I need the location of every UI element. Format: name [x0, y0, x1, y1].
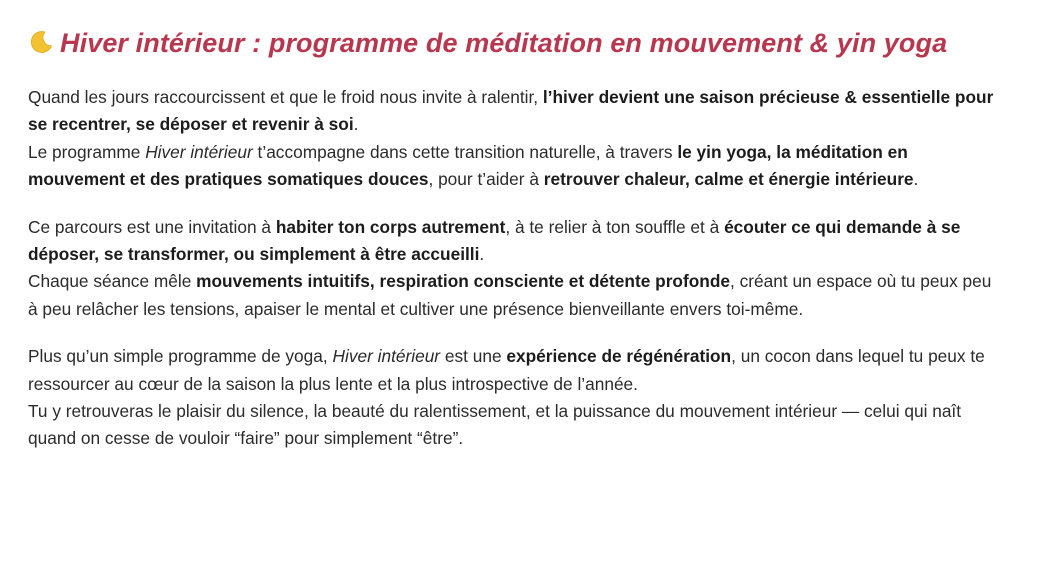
italic-text: Hiver intérieur: [145, 141, 253, 162]
text-segment: est une: [440, 346, 507, 367]
text-segment: , pour t’aider à: [428, 169, 544, 190]
text-segment: Tu y retrouveras le plaisir du silence, la beauté du ralentissement, et la puissance du mouvement intérieur — celui qui naît quand on cesse de vouloir “faire” pour simplement “être”.: [28, 401, 962, 449]
paragraph: [28, 214, 996, 324]
crescent-moon-icon: [28, 27, 54, 53]
text-segment: Plus qu’un simple programme de yoga,: [28, 346, 333, 367]
text-segment: , un cocon dans lequel tu peux te ressourcer au cœur de la saison la plus lente et la plus introspective de l’année.: [28, 346, 985, 394]
bold-text: retrouver chaleur, calme et énergie intérieure: [543, 169, 914, 190]
page-title-text: Hiver intérieur : programme de méditation en mouvement & yin yoga: [60, 28, 948, 58]
page-title: [28, 24, 996, 62]
paragraph: [28, 343, 996, 453]
italic-text: Hiver intérieur: [332, 346, 441, 367]
body-text: [28, 84, 996, 453]
bold-text: expérience de régénération: [506, 346, 732, 367]
text-segment: , créant un espace où tu peux peu à peu relâcher les tensions, apaiser le mental et cultiver une présence bienveillante envers toi-même.: [28, 271, 992, 319]
bold-text: habiter ton corps autrement: [275, 216, 506, 237]
text-segment: Chaque séance mêle: [28, 271, 197, 292]
text-segment: .: [353, 114, 359, 135]
paragraph: [28, 84, 996, 194]
text-segment: t’accompagne dans cette transition naturelle, à travers: [252, 141, 678, 162]
bold-text: l’hiver devient une saison précieuse & essentielle pour se recentrer, se déposer et revenir à soi: [28, 87, 994, 135]
text-segment: Quand les jours raccourcissent et que le froid nous invite à ralentir,: [28, 87, 543, 107]
text-segment: .: [479, 244, 485, 265]
bold-text: écouter ce qui demande à se déposer, se transformer, ou simplement à être accueilli: [28, 216, 961, 265]
bold-text: mouvements intuitifs, respiration consciente et détente profonde: [196, 271, 731, 292]
text-segment: Le programme: [28, 141, 146, 162]
text-segment: , à te relier à ton souffle et à: [505, 216, 725, 237]
text-segment: Ce parcours est une invitation à: [28, 216, 276, 237]
bold-text: le yin yoga, la méditation en mouvement et des pratiques somatiques douces: [28, 141, 908, 190]
text-segment: .: [913, 169, 919, 190]
